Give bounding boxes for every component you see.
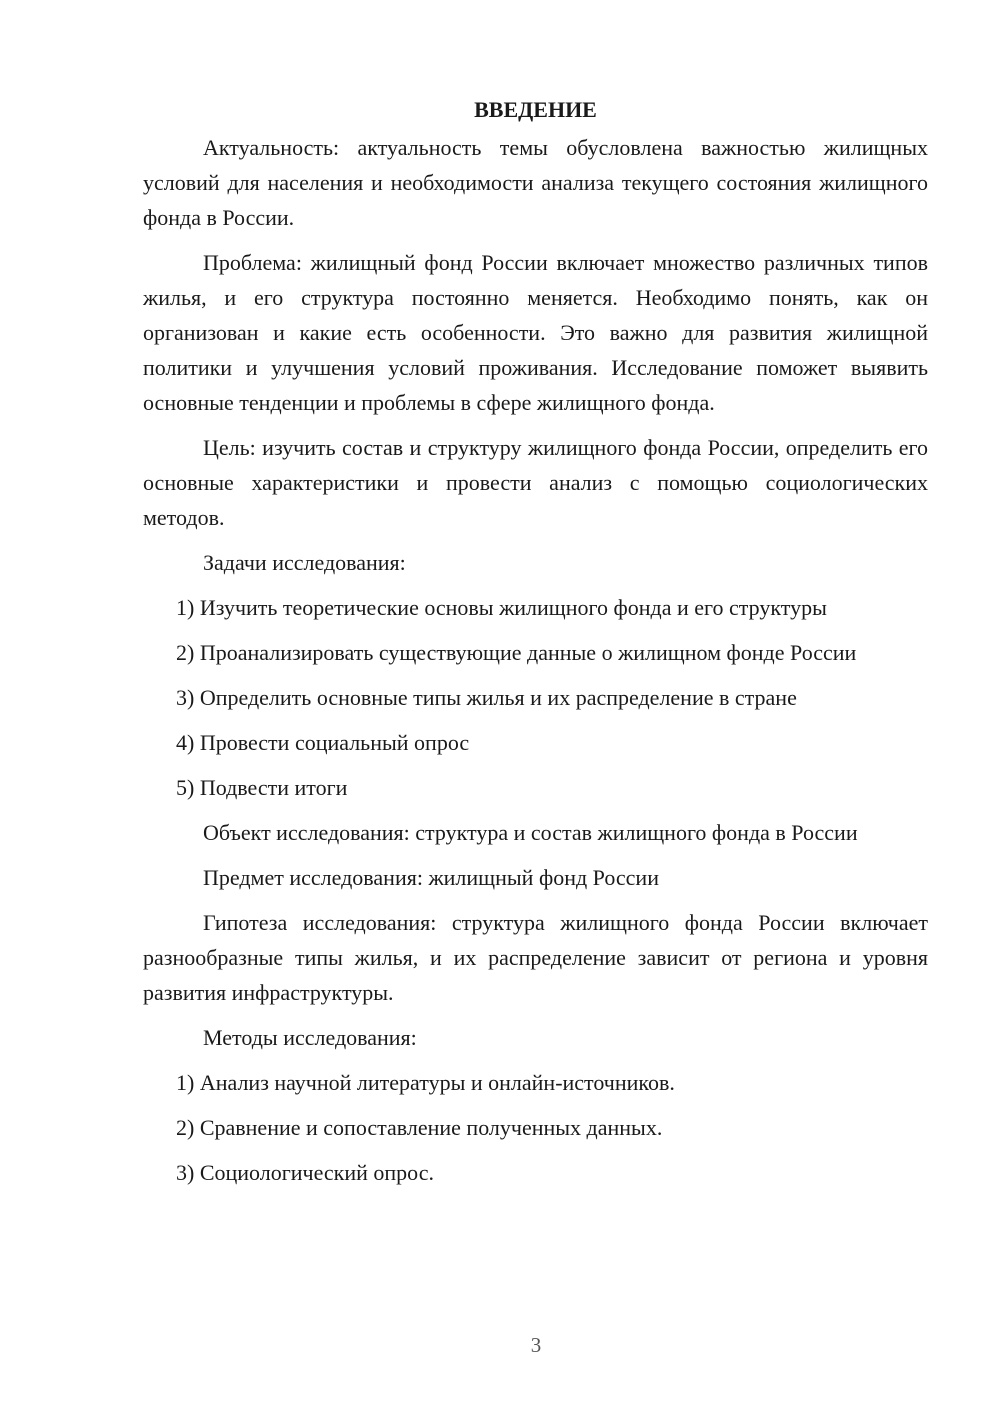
problem-paragraph: Проблема: жилищный фонд России включает множество различных типов жилья, и его структура постоянно меняется. Необходимо понять, как он организован и какие есть особенности. Это важно для развития жилищной политики и улучшения условий проживания. Исследование поможет выявить основные тенденции и проблемы в сфере жилищного фонда. [143, 250, 928, 415]
page-number: 3 [530, 1333, 542, 1357]
methods-heading: Методы исследования: [203, 1025, 417, 1050]
task-item: 2) Проанализировать существующие данные о жилищном фонде России [176, 640, 857, 665]
task-item: 1) Изучить теоретические основы жилищного фонда и его структуры [176, 595, 827, 620]
task-item: 4) Провести социальный опрос [176, 730, 470, 755]
method-item: 3) Социологический опрос. [176, 1160, 434, 1185]
method-item: 1) Анализ научной литературы и онлайн-источников. [176, 1070, 675, 1095]
task-item: 5) Подвести итоги [176, 775, 348, 800]
tasks-heading: Задачи исследования: [203, 550, 406, 575]
goal-paragraph: Цель: изучить состав и структуру жилищного фонда России, определить его основные характеристики и провести анализ с помощью социологических методов. [143, 435, 928, 530]
relevance-paragraph: Актуальность: актуальность темы обусловлена важностью жилищных условий для населения и необходимости анализа текущего состояния жилищного фонда в России. [143, 135, 928, 230]
object-paragraph: Объект исследования: структура и состав жилищного фонда в России [203, 820, 858, 845]
subject-paragraph: Предмет исследования: жилищный фонд России [203, 865, 659, 890]
document-page [143, 90, 928, 1190]
hypothesis-paragraph: Гипотеза исследования: структура жилищного фонда России включает разнообразные типы жилья, и их распределение зависит от региона и уровня развития инфраструктуры. [143, 910, 928, 1005]
method-item: 2) Сравнение и сопоставление полученных данных. [176, 1115, 663, 1140]
task-item: 3) Определить основные типы жилья и их распределение в стране [176, 685, 797, 710]
section-heading: ВВЕДЕНИЕ [474, 97, 597, 122]
